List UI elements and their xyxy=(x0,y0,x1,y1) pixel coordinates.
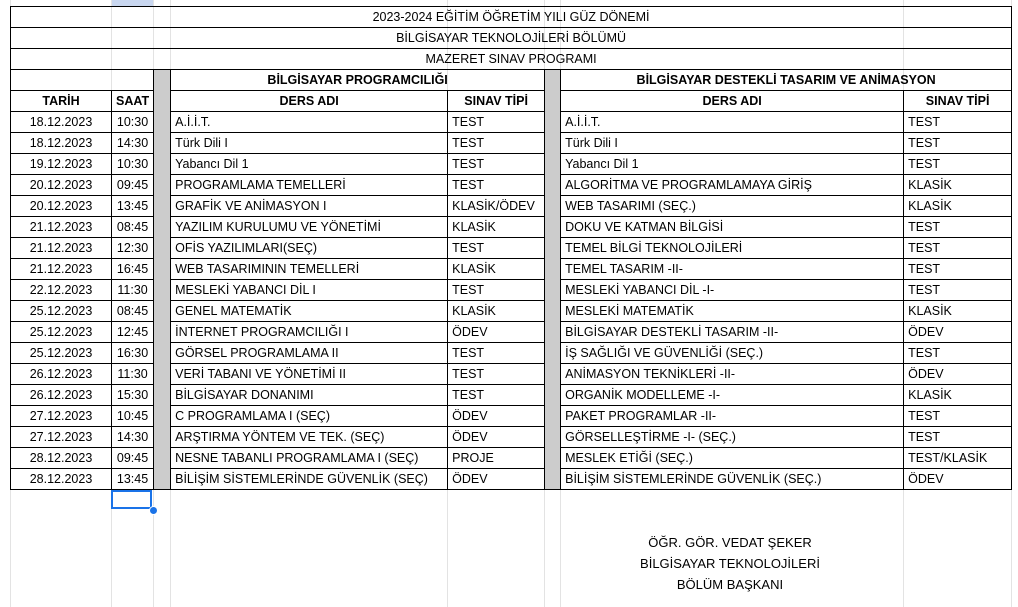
cell-time[interactable]: 09:45 xyxy=(112,175,154,196)
cell-date[interactable]: 21.12.2023 xyxy=(11,238,112,259)
cell-date[interactable]: 22.12.2023 xyxy=(11,280,112,301)
cell-type-right[interactable]: TEST xyxy=(904,406,1012,427)
cell-type-left[interactable]: TEST xyxy=(448,364,545,385)
column-header-type-left[interactable]: SINAV TİPİ xyxy=(448,91,545,112)
cell-date[interactable]: 27.12.2023 xyxy=(11,406,112,427)
cell-type-right[interactable]: KLASİK xyxy=(904,385,1012,406)
cell-date[interactable]: 21.12.2023 xyxy=(11,259,112,280)
cell-course-left[interactable]: Türk Dili I xyxy=(171,133,448,154)
column-header-course-right[interactable]: DERS ADI xyxy=(561,91,904,112)
cell-type-right[interactable]: KLASİK xyxy=(904,196,1012,217)
cell-type-right[interactable]: ÖDEV xyxy=(904,322,1012,343)
cell-type-left[interactable]: TEST xyxy=(448,280,545,301)
cell-time[interactable]: 12:30 xyxy=(112,238,154,259)
cell-time[interactable]: 10:30 xyxy=(112,112,154,133)
cell-type-right[interactable]: TEST/KLASİK xyxy=(904,448,1012,469)
cell-type-left[interactable]: TEST xyxy=(448,133,545,154)
cell-course-left[interactable]: VERİ TABANI VE YÖNETİMİ II xyxy=(171,364,448,385)
column-header-date[interactable]: TARİH xyxy=(11,91,112,112)
cell-time[interactable]: 13:45 xyxy=(112,469,154,490)
cell-time[interactable]: 12:45 xyxy=(112,322,154,343)
cell-type-left[interactable]: TEST xyxy=(448,175,545,196)
cell-course-left[interactable]: C PROGRAMLAMA I (SEÇ) xyxy=(171,406,448,427)
cell-course-right[interactable]: TEMEL TASARIM -II- xyxy=(561,259,904,280)
program-left-heading[interactable]: BİLGİSAYAR PROGRAMCILIĞI xyxy=(171,70,545,91)
cell-type-right[interactable]: KLASİK xyxy=(904,301,1012,322)
column-header-type-right[interactable]: SINAV TİPİ xyxy=(904,91,1012,112)
cell-type-left[interactable]: ÖDEV xyxy=(448,322,545,343)
cell-type-left[interactable]: TEST xyxy=(448,112,545,133)
program-right-heading[interactable]: BİLGİSAYAR DESTEKLİ TASARIM VE ANİMASYON xyxy=(561,70,1012,91)
cell-date[interactable]: 20.12.2023 xyxy=(11,175,112,196)
cell-course-left[interactable]: A.İ.İ.T. xyxy=(171,112,448,133)
cell-time[interactable]: 08:45 xyxy=(112,301,154,322)
cell-course-left[interactable]: PROGRAMLAMA TEMELLERİ xyxy=(171,175,448,196)
cell-course-right[interactable]: TEMEL BİLGİ TEKNOLOJİLERİ xyxy=(561,238,904,259)
cell-type-right[interactable]: ÖDEV xyxy=(904,364,1012,385)
cell-course-left[interactable]: GRAFİK VE ANİMASYON I xyxy=(171,196,448,217)
selected-cell[interactable] xyxy=(111,490,152,509)
cell-time[interactable]: 10:45 xyxy=(112,406,154,427)
cell-course-right[interactable]: ORGANİK MODELLEME -I- xyxy=(561,385,904,406)
cell-time[interactable]: 14:30 xyxy=(112,133,154,154)
cell-date[interactable]: 25.12.2023 xyxy=(11,322,112,343)
empty-cell[interactable] xyxy=(11,70,154,91)
cell-course-right[interactable]: Türk Dili I xyxy=(561,133,904,154)
cell-course-right[interactable]: ALGORİTMA VE PROGRAMLAMAYA GİRİŞ xyxy=(561,175,904,196)
gray-separator-left xyxy=(154,70,171,490)
cell-type-left[interactable]: ÖDEV xyxy=(448,406,545,427)
cell-type-right[interactable]: TEST xyxy=(904,259,1012,280)
cell-type-right[interactable]: TEST xyxy=(904,280,1012,301)
column-header-time[interactable]: SAAT xyxy=(112,91,154,112)
column-header-course-left[interactable]: DERS ADI xyxy=(171,91,448,112)
cell-course-left[interactable]: BİLGİSAYAR DONANIMI xyxy=(171,385,448,406)
cell-course-right[interactable]: PAKET PROGRAMLAR -II- xyxy=(561,406,904,427)
cell-type-right[interactable]: TEST xyxy=(904,238,1012,259)
cell-course-right[interactable]: GÖRSELLEŞTİRME -I- (SEÇ.) xyxy=(561,427,904,448)
fill-handle[interactable] xyxy=(149,506,158,515)
cell-type-right[interactable]: TEST xyxy=(904,112,1012,133)
cell-course-right[interactable]: MESLEKİ MATEMATİK xyxy=(561,301,904,322)
cell-type-right[interactable]: TEST xyxy=(904,343,1012,364)
cell-type-left[interactable]: PROJE xyxy=(448,448,545,469)
cell-type-left[interactable]: KLASİK/ÖDEV xyxy=(448,196,545,217)
cell-course-left[interactable]: BİLİŞİM SİSTEMLERİNDE GÜVENLİK (SEÇ) xyxy=(171,469,448,490)
cell-type-right[interactable]: TEST xyxy=(904,427,1012,448)
cell-date[interactable]: 19.12.2023 xyxy=(11,154,112,175)
signature-name: ÖĞR. GÖR. VEDAT ŞEKER xyxy=(648,535,812,550)
cell-course-left[interactable]: MESLEKİ YABANCI DİL I xyxy=(171,280,448,301)
cell-time[interactable]: 11:30 xyxy=(112,280,154,301)
cell-time[interactable]: 11:30 xyxy=(112,364,154,385)
cell-type-right[interactable]: ÖDEV xyxy=(904,469,1012,490)
cell-date[interactable]: 26.12.2023 xyxy=(11,385,112,406)
cell-date[interactable]: 28.12.2023 xyxy=(11,448,112,469)
cell-type-left[interactable]: TEST xyxy=(448,238,545,259)
cell-course-right[interactable]: WEB TASARIMI (SEÇ.) xyxy=(561,196,904,217)
cell-time[interactable]: 16:45 xyxy=(112,259,154,280)
cell-course-right[interactable]: BİLGİSAYAR DESTEKLİ TASARIM -II- xyxy=(561,322,904,343)
cell-date[interactable]: 25.12.2023 xyxy=(11,343,112,364)
cell-date[interactable]: 25.12.2023 xyxy=(11,301,112,322)
cell-type-right[interactable]: KLASİK xyxy=(904,175,1012,196)
cell-course-left[interactable]: İNTERNET PROGRAMCILIĞI I xyxy=(171,322,448,343)
cell-course-left[interactable]: ARŞTIRMA YÖNTEM VE TEK. (SEÇ) xyxy=(171,427,448,448)
cell-type-left[interactable]: TEST xyxy=(448,385,545,406)
cell-course-left[interactable]: Yabancı Dil 1 xyxy=(171,154,448,175)
cell-type-left[interactable]: ÖDEV xyxy=(448,469,545,490)
cell-course-left[interactable]: WEB TASARIMININ TEMELLERİ xyxy=(171,259,448,280)
gray-separator-right xyxy=(545,70,561,490)
cell-date[interactable]: 26.12.2023 xyxy=(11,364,112,385)
cell-course-left[interactable]: OFİS YAZILIMLARI(SEÇ) xyxy=(171,238,448,259)
cell-time[interactable]: 08:45 xyxy=(112,217,154,238)
cell-course-right[interactable]: İŞ SAĞLIĞI VE GÜVENLİĞİ (SEÇ.) xyxy=(561,343,904,364)
cell-course-left[interactable]: YAZILIM KURULUMU VE YÖNETİMİ xyxy=(171,217,448,238)
cell-time[interactable]: 10:30 xyxy=(112,154,154,175)
cell-date[interactable]: 18.12.2023 xyxy=(11,133,112,154)
cell-course-right[interactable]: A.İ.İ.T. xyxy=(561,112,904,133)
cell-date[interactable]: 20.12.2023 xyxy=(11,196,112,217)
cell-type-left[interactable]: TEST xyxy=(448,343,545,364)
cell-type-left[interactable]: KLASİK xyxy=(448,301,545,322)
cell-type-left[interactable]: TEST xyxy=(448,154,545,175)
cell-time[interactable]: 09:45 xyxy=(112,448,154,469)
cell-time[interactable]: 16:30 xyxy=(112,343,154,364)
cell-course-right[interactable]: MESLEKİ YABANCI DİL -I- xyxy=(561,280,904,301)
cell-course-right[interactable]: MESLEK ETİĞİ (SEÇ.) xyxy=(561,448,904,469)
cell-type-left[interactable]: KLASİK xyxy=(448,217,545,238)
cell-type-right[interactable]: TEST xyxy=(904,154,1012,175)
cell-time[interactable]: 14:30 xyxy=(112,427,154,448)
signature-department: BİLGİSAYAR TEKNOLOJİLERİ xyxy=(640,556,820,571)
cell-type-left[interactable]: KLASİK xyxy=(448,259,545,280)
title-department[interactable]: BİLGİSAYAR TEKNOLOJİLERİ BÖLÜMÜ xyxy=(11,28,1012,49)
cell-date[interactable]: 21.12.2023 xyxy=(11,217,112,238)
cell-course-right[interactable]: BİLİŞİM SİSTEMLERİNDE GÜVENLİK (SEÇ.) xyxy=(561,469,904,490)
cell-course-left[interactable]: GÖRSEL PROGRAMLAMA II xyxy=(171,343,448,364)
cell-date[interactable]: 28.12.2023 xyxy=(11,469,112,490)
cell-date[interactable]: 18.12.2023 xyxy=(11,112,112,133)
cell-type-right[interactable]: TEST xyxy=(904,217,1012,238)
exam-schedule-table xyxy=(10,6,1012,490)
title-program[interactable]: MAZERET SINAV PROGRAMI xyxy=(11,49,1012,70)
cell-course-left[interactable]: GENEL MATEMATİK xyxy=(171,301,448,322)
signature-role: BÖLÜM BAŞKANI xyxy=(676,577,784,592)
cell-course-left[interactable]: NESNE TABANLI PROGRAMLAMA I (SEÇ) xyxy=(171,448,448,469)
cell-time[interactable]: 15:30 xyxy=(112,385,154,406)
cell-course-right[interactable]: ANİMASYON TEKNİKLERİ -II- xyxy=(561,364,904,385)
cell-course-right[interactable]: Yabancı Dil 1 xyxy=(561,154,904,175)
cell-time[interactable]: 13:45 xyxy=(112,196,154,217)
cell-type-right[interactable]: TEST xyxy=(904,133,1012,154)
cell-course-right[interactable]: DOKU VE KATMAN BİLGİSİ xyxy=(561,217,904,238)
cell-date[interactable]: 27.12.2023 xyxy=(11,427,112,448)
title-year-term[interactable]: 2023-2024 EĞİTİM ÖĞRETİM YILI GÜZ DÖNEMİ xyxy=(11,7,1012,28)
cell-type-left[interactable]: ÖDEV xyxy=(448,427,545,448)
